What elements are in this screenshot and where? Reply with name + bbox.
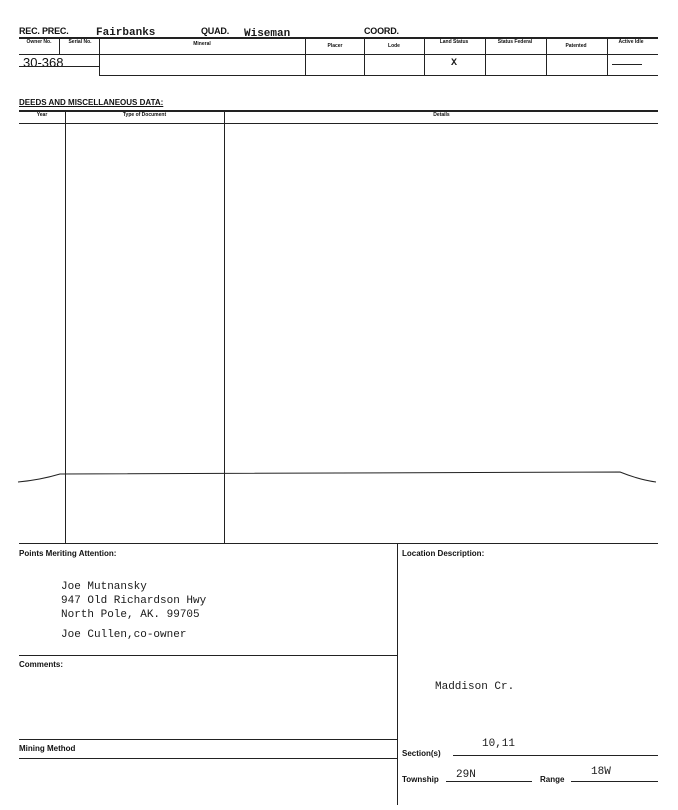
status-federal-header: Status Federal bbox=[497, 39, 533, 45]
deeds-top-rule bbox=[19, 110, 658, 112]
active-idle-header: Active Idle bbox=[618, 39, 644, 45]
year-header: Year bbox=[36, 112, 48, 118]
township-label: Township bbox=[402, 775, 439, 784]
column-header-rule bbox=[19, 54, 658, 55]
comments-label: Comments: bbox=[19, 660, 64, 669]
lode-header: Lode bbox=[388, 43, 400, 49]
mining-method-rule bbox=[19, 758, 397, 759]
points-line-4: Joe Cullen,co-owner bbox=[61, 629, 187, 641]
header-rule bbox=[19, 37, 658, 39]
sections-label: Section(s) bbox=[402, 749, 441, 758]
section-divider bbox=[397, 543, 398, 805]
range-underline bbox=[571, 781, 658, 782]
divider bbox=[424, 37, 425, 75]
coord-label: COORD. bbox=[364, 26, 399, 36]
deeds-title: DEEDS AND MISCELLANEOUS DATA: bbox=[19, 98, 164, 107]
mining-method-label: Mining Method bbox=[19, 744, 76, 753]
range-value: 18W bbox=[591, 766, 611, 778]
land-status-header: Land Status bbox=[439, 39, 469, 45]
serial-no-header: Serial No. bbox=[68, 39, 92, 45]
quad-label: QUAD. bbox=[201, 26, 229, 36]
record-row-bottom-rule bbox=[99, 75, 658, 76]
rec-prec-label: REC. PREC. bbox=[19, 26, 69, 36]
divider bbox=[546, 37, 547, 75]
sections-underline bbox=[453, 755, 658, 756]
quad-value: Wiseman bbox=[244, 28, 291, 40]
points-label: Points Meriting Attention: bbox=[19, 549, 117, 558]
divider bbox=[485, 37, 486, 75]
divider bbox=[59, 37, 60, 54]
details-header: Details bbox=[433, 112, 450, 118]
location-label: Location Description: bbox=[402, 549, 485, 558]
divider bbox=[364, 37, 365, 75]
type-of-document-header: Type of Document bbox=[122, 112, 167, 118]
deeds-bottom-rule bbox=[19, 543, 658, 544]
points-line-1: Joe Mutnansky bbox=[61, 581, 147, 593]
mineral-header: Mineral bbox=[193, 41, 211, 47]
owner-no-header: Owner No. bbox=[26, 39, 52, 45]
divider bbox=[305, 37, 306, 75]
location-value: Maddison Cr. bbox=[435, 681, 515, 693]
active-idle-sub-rule bbox=[612, 64, 642, 65]
record-number: 30-368 bbox=[23, 55, 64, 70]
township-underline bbox=[446, 781, 532, 782]
placer-header: Placer bbox=[327, 43, 343, 49]
rec-prec-value: Fairbanks bbox=[96, 27, 156, 39]
land-status-mark: X bbox=[451, 58, 458, 69]
divider bbox=[99, 37, 100, 75]
sections-value: 10,11 bbox=[482, 738, 516, 750]
record-row-rule bbox=[19, 66, 99, 67]
mining-method-top-rule bbox=[19, 739, 397, 740]
township-value: 29N bbox=[456, 769, 476, 781]
patented-header: Patented bbox=[565, 43, 587, 49]
divider bbox=[607, 37, 608, 75]
points-line-3: North Pole, AK. 99705 bbox=[61, 609, 200, 621]
deeds-header-rule bbox=[19, 123, 658, 124]
comments-top-rule bbox=[19, 655, 397, 656]
fold-line bbox=[0, 460, 678, 500]
points-line-2: 947 Old Richardson Hwy bbox=[61, 595, 207, 607]
range-label: Range bbox=[540, 775, 565, 784]
